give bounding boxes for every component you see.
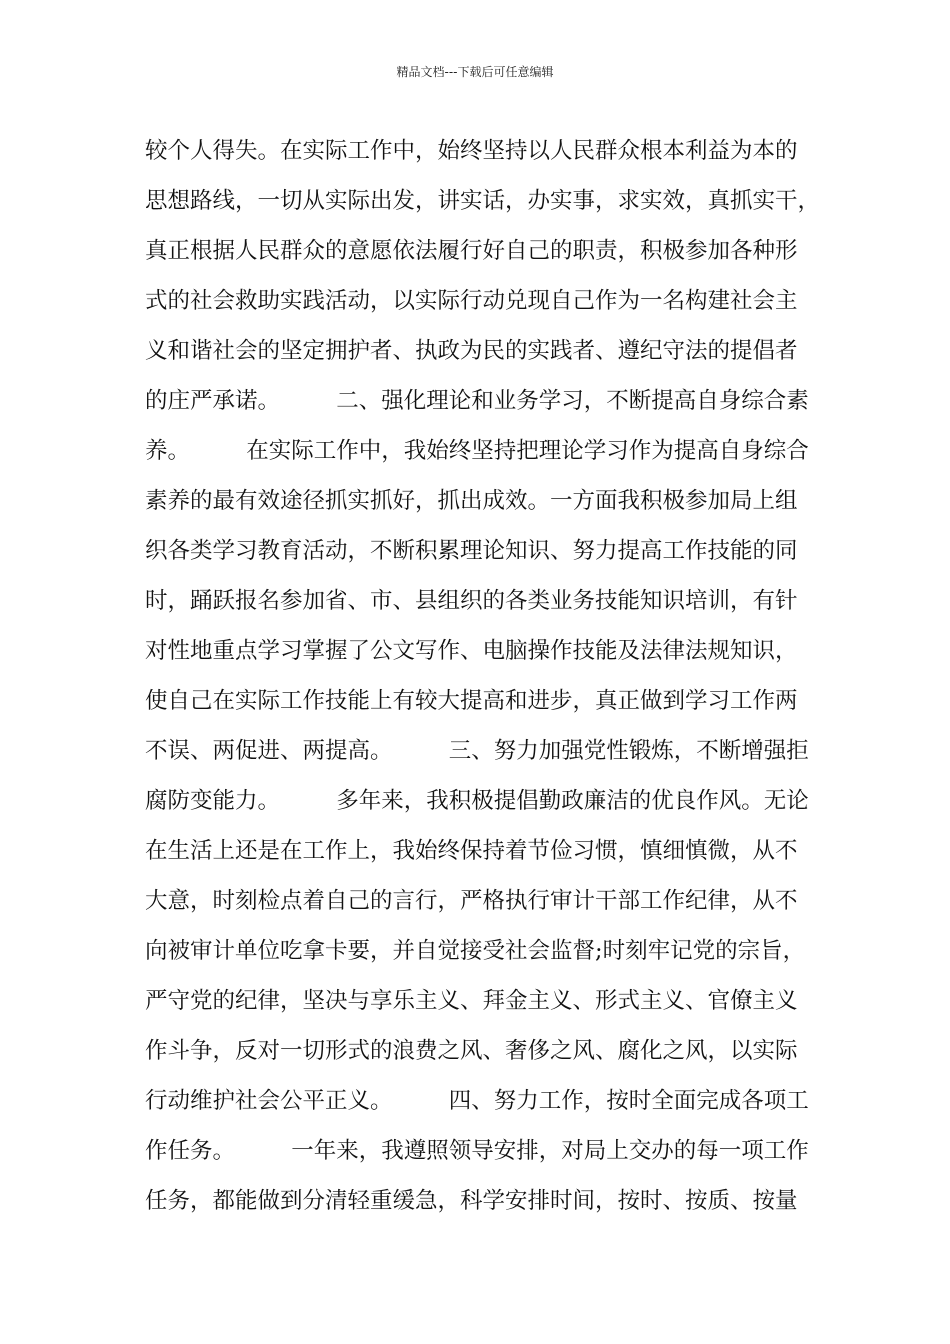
text-line: 行动维护社会公平正义。 四、努力工作，按时全面完成各项工	[145, 1088, 809, 1114]
text-line: 织各类学习教育活动，不断积累理论知识、努力提高工作技能的同	[145, 538, 798, 564]
text-line: 较个人得失。在实际工作中，始终坚持以人民群众根本利益为本的	[145, 138, 798, 164]
text-line: 使自己在实际工作技能上有较大提高和进步，真正做到学习工作两	[145, 688, 798, 714]
text-line: 的庄严承诺。 二、强化理论和业务学习，不断提高自身综合素	[145, 388, 809, 414]
text-line: 真正根据人民群众的意愿依法履行好自己的职责，积极参加各种形	[145, 238, 798, 264]
text-line: 时，踊跃报名参加省、市、县组织的各类业务技能知识培训，有针	[145, 588, 798, 614]
page-header: 精品文档---下载后可任意编辑	[396, 65, 554, 79]
text-line: 素养的最有效途径抓实抓好，抓出成效。一方面我积极参加局上组	[145, 488, 798, 514]
text-line: 养。 在实际工作中，我始终坚持把理论学习作为提高自身综合	[145, 438, 809, 464]
text-line: 作任务。 一年来，我遵照领导安排，对局上交办的每一项工作	[145, 1138, 809, 1164]
text-line: 大意，时刻检点着自己的言行，严格执行审计干部工作纪律，从不	[145, 888, 798, 914]
document-body	[145, 126, 825, 1226]
text-line: 严守党的纪律，坚决与享乐主义、拜金主义、形式主义、官僚主义	[145, 988, 798, 1014]
text-line: 任务，都能做到分清轻重缓急，科学安排时间，按时、按质、按量	[145, 1188, 798, 1214]
text-line: 义和谐社会的坚定拥护者、执政为民的实践者、遵纪守法的提倡者	[145, 338, 798, 364]
text-line: 腐防变能力。 多年来，我积极提倡勤政廉洁的优良作风。无论	[145, 788, 809, 814]
text-line: 对性地重点学习掌握了公文写作、电脑操作技能及法律法规知识，	[145, 638, 798, 664]
text-line: 作斗争，反对一切形式的浪费之风、奢侈之风、腐化之风，以实际	[145, 1038, 798, 1064]
text-line: 在生活上还是在工作上，我始终保持着节俭习惯，慎细慎微，从不	[145, 838, 798, 864]
text-line: 式的社会救助实践活动，以实际行动兑现自己作为一名构建社会主	[145, 288, 798, 314]
text-line: 向被审计单位吃拿卡要，并自觉接受社会监督;时刻牢记党的宗旨，	[145, 938, 806, 964]
text-line: 思想路线，一切从实际出发，讲实话，办实事，求实效，真抓实干，	[145, 188, 821, 214]
text-line: 不误、两促进、两提高。 三、努力加强党性锻炼，不断增强拒	[145, 738, 809, 764]
